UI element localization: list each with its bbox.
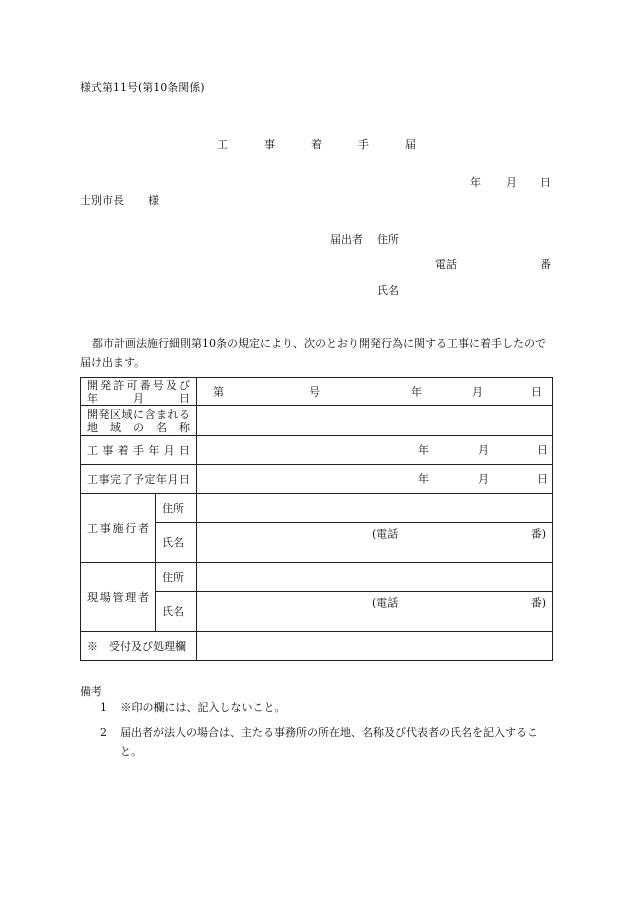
remark-1-text: ※印の欄には、記入しないこと。 xyxy=(120,701,286,714)
notifier-phone-label: 電話 xyxy=(435,258,457,271)
contractor-address-label-cell xyxy=(156,494,197,523)
area-label-line1: 開発区域に含まれる xyxy=(87,407,190,421)
title-char-1: 工 xyxy=(217,138,228,151)
permit-dai: 第 xyxy=(213,385,224,398)
permit-year: 年 xyxy=(411,385,422,398)
remark-1 xyxy=(100,699,286,715)
permit-label-cell xyxy=(81,378,197,406)
manager-label-cell xyxy=(81,563,156,632)
area-label-line2: 地域の名称 xyxy=(87,420,190,434)
remark-1-number: 1 xyxy=(100,701,107,714)
manager-phone-open: (電話 xyxy=(372,596,399,610)
manager-name-label-cell xyxy=(156,592,197,632)
manager-label: 現場管理者 xyxy=(87,590,149,604)
start-label: 工事着手年月日 xyxy=(87,443,190,457)
addressee-city: 士別市長 xyxy=(80,194,124,207)
contractor-address-value[interactable] xyxy=(197,494,553,523)
date-year: 年 xyxy=(470,176,481,189)
manager-address-label-cell xyxy=(156,563,197,592)
remark-2 xyxy=(100,723,552,761)
permit-value-cell[interactable] xyxy=(197,378,553,406)
end-value-cell[interactable] xyxy=(197,465,553,494)
remark-2-text: 届出者が法人の場合は、主たる事務所の所在地、名称及び代表者の氏名を記入すること。 xyxy=(120,726,538,758)
row-permit-number xyxy=(81,378,553,406)
manager-address-label: 住所 xyxy=(162,570,184,584)
permit-label-line1: 開発許可番号及び xyxy=(87,378,190,392)
notifier-phone-suffix: 番 xyxy=(540,258,551,271)
permit-month: 月 xyxy=(472,385,483,398)
permit-go: 号 xyxy=(309,385,320,398)
row-manager-address xyxy=(81,563,553,592)
title-char-5: 届 xyxy=(405,138,416,151)
manager-address-value[interactable] xyxy=(197,563,553,592)
start-label-cell xyxy=(81,436,197,465)
notifier-address-label: 住所 xyxy=(377,233,399,246)
row-reception xyxy=(81,632,553,661)
permit-day: 日 xyxy=(531,385,542,398)
start-value-cell[interactable] xyxy=(197,436,553,465)
row-end-date xyxy=(81,465,553,494)
start-month: 月 xyxy=(478,443,489,457)
title-char-2: 事 xyxy=(264,138,275,151)
reception-label: ※ 受付及び処理欄 xyxy=(87,639,186,653)
end-year: 年 xyxy=(418,472,429,486)
end-label-cell xyxy=(81,465,197,494)
contractor-label: 工事施行者 xyxy=(87,521,149,535)
date-day: 日 xyxy=(540,176,551,189)
manager-phone-close: 番) xyxy=(530,596,546,610)
remark-2-number: 2 xyxy=(100,726,107,739)
end-month: 月 xyxy=(478,472,489,486)
contractor-address-label: 住所 xyxy=(162,501,184,515)
notifier-name-label: 氏名 xyxy=(377,284,399,297)
manager-name-value[interactable] xyxy=(197,592,553,632)
start-year: 年 xyxy=(418,443,429,457)
start-day: 日 xyxy=(537,443,548,457)
notification-table xyxy=(80,377,553,661)
row-area-name xyxy=(81,406,553,436)
notifier-label: 届出者 xyxy=(330,233,363,246)
addressee-honorific: 様 xyxy=(148,194,159,207)
reception-label-cell xyxy=(81,632,197,661)
manager-name-label: 氏名 xyxy=(162,605,184,618)
row-contractor-address xyxy=(81,494,553,523)
reception-value-cell xyxy=(197,632,553,661)
area-value-cell[interactable] xyxy=(197,406,553,436)
remarks-heading: 備考 xyxy=(80,685,102,698)
contractor-phone-open: (電話 xyxy=(372,527,399,541)
date-month: 月 xyxy=(506,176,517,189)
contractor-name-value[interactable] xyxy=(197,523,553,563)
contractor-label-cell xyxy=(81,494,156,563)
title-char-3: 着 xyxy=(311,138,322,151)
permit-label-line2: 年 月 日 xyxy=(87,391,190,405)
contractor-name-label-cell xyxy=(156,523,197,563)
contractor-phone-close: 番) xyxy=(530,527,546,541)
row-start-date xyxy=(81,436,553,465)
end-label: 工事完了予定年月日 xyxy=(87,472,190,486)
end-day: 日 xyxy=(537,472,548,486)
body-text: 都市計画法施行細則第10条の規定により、次のとおり開発行為に関する工事に着手したので届け出ます。 xyxy=(80,337,546,369)
title-char-4: 手 xyxy=(358,138,369,151)
form-number: 様式第11号(第10条関係) xyxy=(80,81,205,94)
area-label-cell xyxy=(81,406,197,436)
contractor-name-label: 氏名 xyxy=(162,536,184,549)
